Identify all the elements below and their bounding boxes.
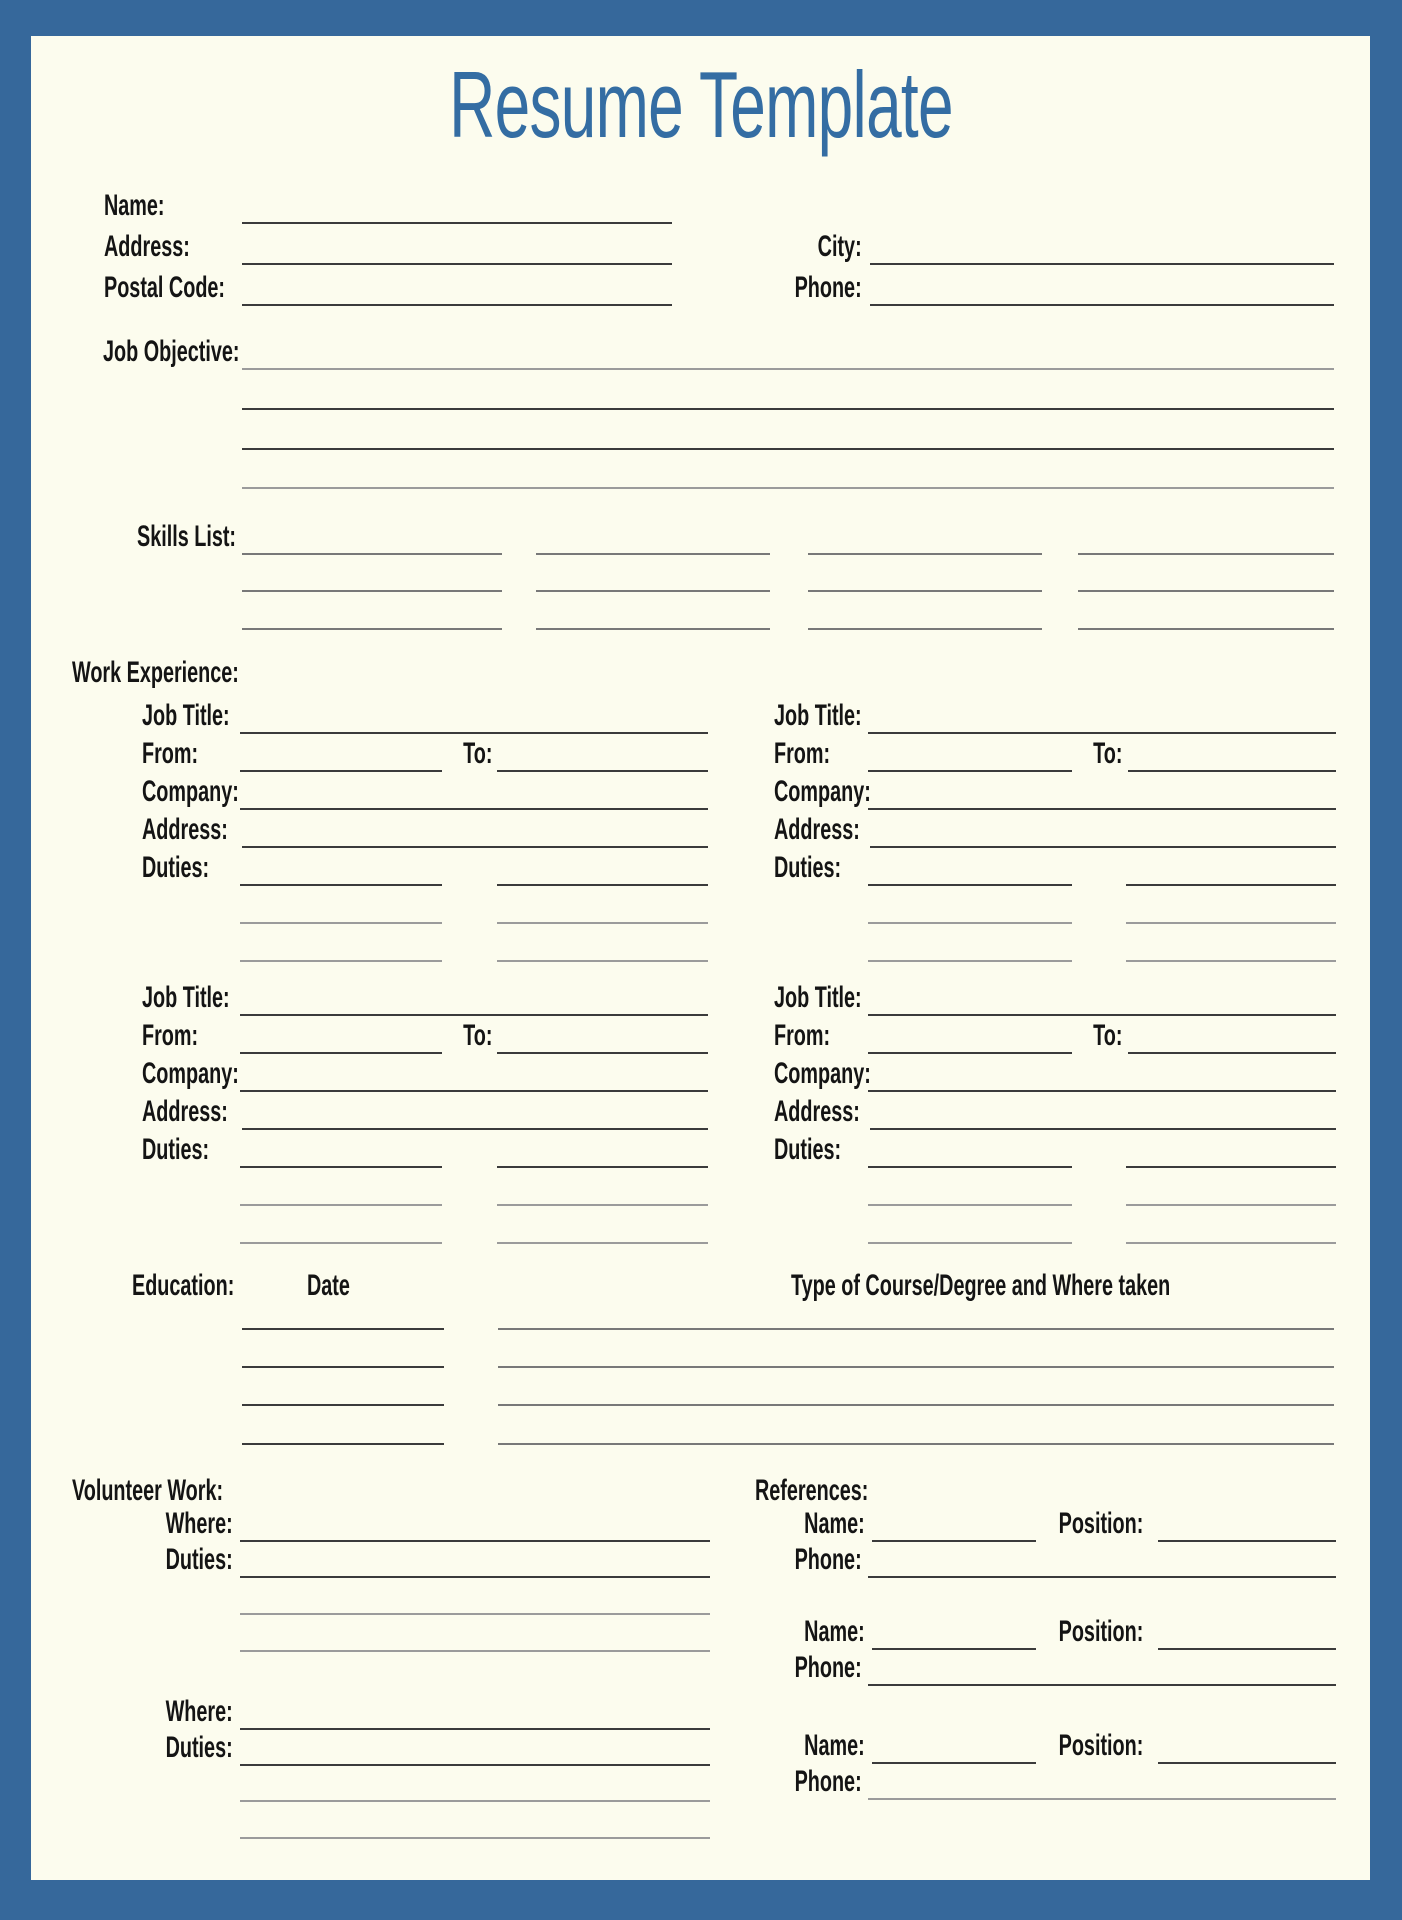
education-course-header: Type of Course/Degree and Where taken [791, 1269, 1171, 1302]
job2-title-line[interactable] [868, 732, 1336, 734]
job3-from-label: From: [142, 1019, 199, 1052]
reference1-name-line[interactable] [872, 1540, 1036, 1542]
job-objective-line[interactable] [242, 487, 1334, 489]
job1-title-line[interactable] [240, 732, 708, 734]
job3-from-line[interactable] [240, 1052, 442, 1054]
job4-from-label: From: [774, 1019, 831, 1052]
skills-line[interactable] [536, 628, 770, 630]
page-title: Resume Template [449, 52, 953, 157]
job2-from-label: From: [774, 737, 831, 770]
skills-line[interactable] [242, 590, 502, 592]
reference1-name-label: Name: [804, 1507, 865, 1540]
job4-duties-line[interactable] [1126, 1242, 1336, 1244]
reference1-phone-label: Phone: [794, 1543, 862, 1576]
job1-duties-line[interactable] [497, 884, 708, 886]
job2-duties-line[interactable] [868, 884, 1072, 886]
skills-line[interactable] [1078, 590, 1334, 592]
job1-company-label: Company: [142, 775, 239, 808]
job2-to-line[interactable] [1128, 770, 1336, 772]
job-objective-line[interactable] [242, 368, 1334, 370]
job3-duties-line[interactable] [497, 1242, 708, 1244]
education-course-line[interactable] [498, 1404, 1334, 1406]
job4-company-label: Company: [774, 1057, 871, 1090]
job2-company-label: Company: [774, 775, 871, 808]
address-label: Address: [104, 230, 190, 263]
education-course-line[interactable] [498, 1366, 1334, 1368]
paper [31, 36, 1370, 1880]
job3-address-label: Address: [142, 1095, 228, 1128]
job1-to-line[interactable] [497, 770, 708, 772]
education-course-line[interactable] [498, 1443, 1334, 1445]
skills-list-label: Skills List: [137, 520, 237, 553]
reference2-position-line[interactable] [1158, 1648, 1336, 1650]
reference1-position-label: Position: [1058, 1507, 1143, 1540]
reference1-position-line[interactable] [1158, 1540, 1336, 1542]
job2-address-line[interactable] [870, 846, 1336, 848]
reference2-position-label: Position: [1058, 1615, 1143, 1648]
job3-duties-line[interactable] [240, 1204, 442, 1206]
city-label: City: [817, 230, 862, 263]
job4-to-label: To: [1092, 1019, 1122, 1052]
work-experience-label: Work Experience: [72, 656, 239, 689]
job-objective-label: Job Objective: [103, 335, 240, 368]
reference3-phone-label: Phone: [794, 1765, 862, 1798]
volunteer2-where-label: Where: [165, 1695, 233, 1728]
job3-duties-line[interactable] [240, 1242, 442, 1244]
job4-title-label: Job Title: [774, 981, 862, 1014]
job-objective-line[interactable] [242, 448, 1334, 450]
job1-duties-line[interactable] [240, 922, 442, 924]
skills-line[interactable] [808, 628, 1042, 630]
reference3-name-line[interactable] [872, 1762, 1036, 1764]
job2-address-label: Address: [774, 813, 860, 846]
job1-to-label: To: [462, 737, 492, 770]
job2-to-label: To: [1092, 737, 1122, 770]
volunteer1-where-line[interactable] [240, 1540, 710, 1542]
reference2-phone-line[interactable] [868, 1684, 1336, 1686]
reference3-name-label: Name: [804, 1729, 865, 1762]
job4-address-line[interactable] [870, 1128, 1336, 1130]
job2-company-line[interactable] [868, 808, 1336, 810]
job4-duties-label: Duties: [774, 1133, 842, 1166]
phone-label: Phone: [794, 271, 862, 304]
job1-duties-label: Duties: [142, 851, 210, 884]
job4-duties-line[interactable] [1126, 1166, 1336, 1168]
volunteer2-duties-label: Duties: [165, 1731, 233, 1764]
volunteer1-duties-line[interactable] [240, 1650, 710, 1652]
job1-duties-line[interactable] [497, 960, 708, 962]
job3-duties-label: Duties: [142, 1133, 210, 1166]
job4-title-line[interactable] [868, 1014, 1336, 1016]
skills-line[interactable] [1078, 553, 1334, 555]
city-line[interactable] [870, 263, 1334, 265]
skills-line[interactable] [808, 553, 1042, 555]
job1-from-label: From: [142, 737, 199, 770]
education-date-line[interactable] [242, 1443, 444, 1445]
job1-address-label: Address: [142, 813, 228, 846]
job2-title-label: Job Title: [774, 699, 862, 732]
skills-line[interactable] [536, 590, 770, 592]
job1-duties-line[interactable] [240, 960, 442, 962]
job1-from-line[interactable] [240, 770, 442, 772]
job4-duties-line[interactable] [868, 1166, 1072, 1168]
volunteer1-duties-line[interactable] [240, 1613, 710, 1615]
job2-duties-line[interactable] [1126, 922, 1336, 924]
volunteer1-duties-line[interactable] [240, 1576, 710, 1578]
skills-line[interactable] [1078, 628, 1334, 630]
job4-duties-line[interactable] [868, 1242, 1072, 1244]
references-label: References: [755, 1474, 869, 1507]
reference2-name-label: Name: [804, 1615, 865, 1648]
job2-duties-label: Duties: [774, 851, 842, 884]
name-label: Name: [104, 189, 165, 222]
job4-to-line[interactable] [1128, 1052, 1336, 1054]
job3-title-label: Job Title: [142, 981, 230, 1014]
reference3-position-label: Position: [1058, 1729, 1143, 1762]
job4-company-line[interactable] [868, 1090, 1336, 1092]
education-date-line[interactable] [242, 1366, 444, 1368]
volunteer1-duties-label: Duties: [165, 1543, 233, 1576]
skills-line[interactable] [242, 553, 502, 555]
job2-duties-line[interactable] [868, 922, 1072, 924]
job3-to-label: To: [462, 1019, 492, 1052]
skills-line[interactable] [242, 628, 502, 630]
reference2-name-line[interactable] [872, 1648, 1036, 1650]
education-date-line[interactable] [242, 1404, 444, 1406]
education-label: Education: [132, 1269, 235, 1302]
job-objective-line[interactable] [242, 408, 1334, 410]
education-course-line[interactable] [498, 1328, 1334, 1330]
job1-duties-line[interactable] [240, 884, 442, 886]
job2-duties-line[interactable] [1126, 960, 1336, 962]
job4-duties-line[interactable] [1126, 1204, 1336, 1206]
job2-from-line[interactable] [868, 770, 1072, 772]
volunteer2-duties-line[interactable] [240, 1764, 710, 1766]
skills-line[interactable] [536, 553, 770, 555]
job3-title-line[interactable] [240, 1014, 708, 1016]
reference3-position-line[interactable] [1158, 1762, 1336, 1764]
job1-duties-line[interactable] [497, 922, 708, 924]
volunteer-work-label: Volunteer Work: [72, 1474, 224, 1507]
volunteer2-where-line[interactable] [240, 1728, 710, 1730]
job3-company-label: Company: [142, 1057, 239, 1090]
name-line[interactable] [242, 222, 672, 224]
job4-address-label: Address: [774, 1095, 860, 1128]
job3-duties-line[interactable] [497, 1204, 708, 1206]
address-line[interactable] [242, 263, 672, 265]
job1-company-line[interactable] [240, 808, 708, 810]
volunteer2-duties-line[interactable] [240, 1837, 710, 1839]
job1-title-label: Job Title: [142, 699, 230, 732]
skills-line[interactable] [808, 590, 1042, 592]
job3-duties-line[interactable] [497, 1166, 708, 1168]
job1-address-line[interactable] [242, 846, 708, 848]
job4-from-line[interactable] [868, 1052, 1072, 1054]
reference1-phone-line[interactable] [868, 1576, 1336, 1578]
job3-to-line[interactable] [497, 1052, 708, 1054]
postal-code-label: Postal Code: [104, 271, 226, 304]
job2-duties-line[interactable] [868, 960, 1072, 962]
reference3-phone-line[interactable] [868, 1798, 1336, 1800]
reference2-phone-label: Phone: [794, 1651, 862, 1684]
postal-code-line[interactable] [242, 304, 672, 306]
job3-duties-line[interactable] [240, 1166, 442, 1168]
job3-company-line[interactable] [240, 1090, 708, 1092]
volunteer2-duties-line[interactable] [240, 1800, 710, 1802]
job3-address-line[interactable] [242, 1128, 708, 1130]
education-date-header: Date [307, 1269, 350, 1302]
job4-duties-line[interactable] [868, 1204, 1072, 1206]
education-date-line[interactable] [242, 1328, 444, 1330]
job2-duties-line[interactable] [1126, 884, 1336, 886]
phone-line[interactable] [870, 304, 1334, 306]
volunteer1-where-label: Where: [165, 1507, 233, 1540]
